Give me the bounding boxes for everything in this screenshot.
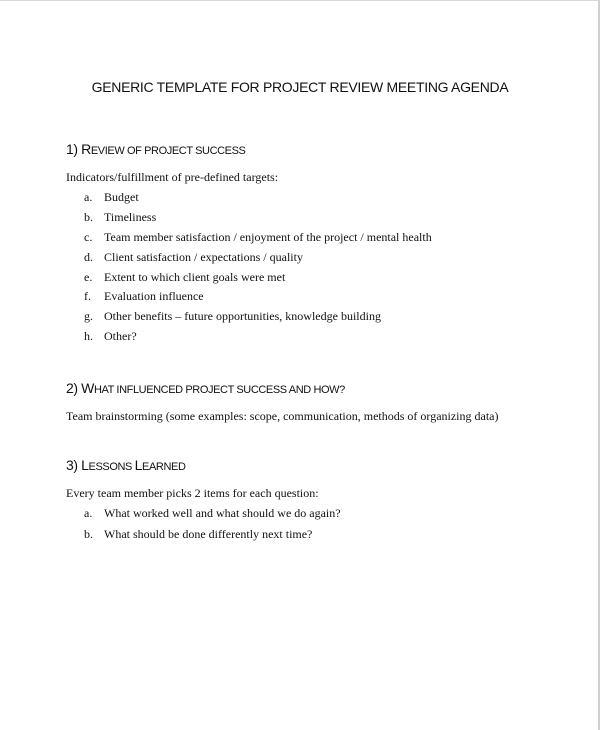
list-item: a. What worked well and what should we do again?	[84, 506, 341, 520]
list-item: b. Timeliness	[84, 210, 157, 224]
list-item: a. Budget	[84, 190, 139, 204]
document-title: GENERIC TEMPLATE FOR PROJECT REVIEW MEETING AGENDA	[91, 79, 509, 95]
section-1-intro: Indicators/fulfillment of pre-defined targets:	[66, 170, 279, 184]
list-item: c. Team member satisfaction / enjoyment of the project / mental health	[84, 230, 432, 244]
list-item: e. Extent to which client goals were met	[84, 270, 286, 284]
section-2-heading: 2) WHAT INFLUENCED PROJECT SUCCESS AND HOW?	[66, 380, 345, 396]
section-3-heading: 3) LESSONS LEARNED	[66, 457, 186, 473]
list-item: f. Evaluation influence	[84, 289, 204, 303]
list-item: h. Other?	[84, 329, 137, 343]
section-1-heading: 1) REVIEW OF PROJECT SUCCESS	[66, 141, 246, 157]
list-item: d. Client satisfaction / expectations / quality	[84, 250, 303, 264]
section-3-intro: Every team member picks 2 items for each question:	[66, 486, 319, 500]
section-2-intro: Team brainstorming (some examples: scope, communication, methods of organizing data)	[66, 409, 499, 423]
list-item: b. What should be done differently next time?	[84, 527, 313, 541]
list-item: g. Other benefits – future opportunities, knowledge building	[84, 309, 381, 323]
